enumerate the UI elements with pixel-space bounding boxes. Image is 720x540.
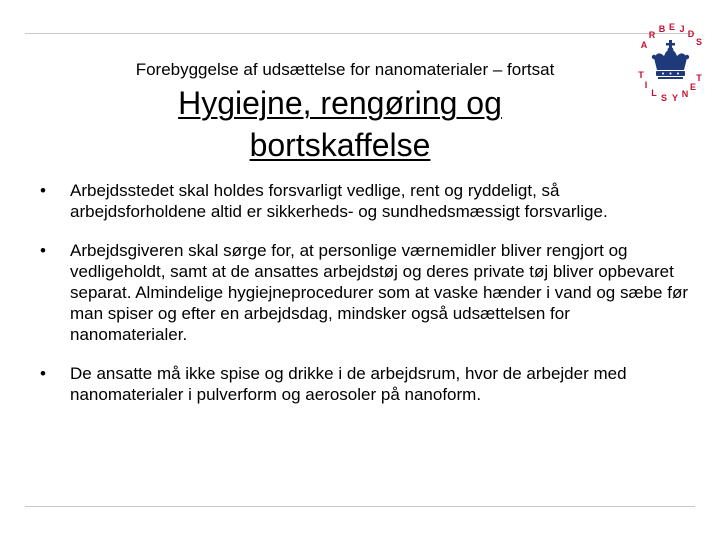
slide-subtitle: Forebyggelse af udsættelse for nanomaterialer – fortsat bbox=[135, 60, 555, 79]
bullet-item bbox=[40, 180, 690, 222]
top-divider bbox=[25, 33, 695, 34]
svg-text:J: J bbox=[679, 24, 685, 34]
svg-text:S: S bbox=[660, 93, 668, 103]
slide-title bbox=[0, 82, 680, 166]
svg-text:D: D bbox=[687, 29, 695, 39]
bullet-text: Arbejdsgiveren skal sørge for, at personlige værnemidler bliver rengjort og vedligeholdt, samt at de ansattes arbejdstøj og deres private tøj bliver opbevaret separat. Almindelige hygiejneprocedurer som at vaske hænder i vand og sæbe før man spiser og efter en arbejdsdag, mindsker også udsættelsen for nanomaterialer. bbox=[70, 241, 689, 344]
bullet-text: De ansatte må ikke spise og drikke i de arbejdsrum, hvor de arbejder med nanomaterialer i pulverform og aerosoler på nanoform. bbox=[70, 364, 627, 404]
bullet-text: Arbejdsstedet skal holdes forsvarligt vedlige, rent og ryddeligt, så arbejdsforholdene altid er sikkerheds- og sundhedsmæssigt forsvarlige. bbox=[70, 181, 608, 221]
svg-text:Y: Y bbox=[671, 93, 679, 103]
bullet-item bbox=[40, 240, 690, 345]
svg-text:E: E bbox=[689, 82, 697, 92]
bullet-list bbox=[40, 180, 690, 423]
svg-text:E: E bbox=[668, 22, 676, 32]
bottom-divider bbox=[25, 506, 695, 507]
bullet-marker: • bbox=[40, 364, 46, 383]
svg-text:B: B bbox=[658, 24, 666, 34]
slide-title-line-2: bortskaffelse bbox=[249, 127, 431, 163]
bullet-item bbox=[40, 363, 690, 405]
svg-text:S: S bbox=[695, 37, 703, 47]
svg-text:I: I bbox=[644, 80, 648, 90]
svg-text:A: A bbox=[640, 40, 648, 50]
svg-text:T: T bbox=[696, 73, 702, 83]
svg-text:N: N bbox=[681, 89, 689, 99]
svg-text:T: T bbox=[638, 70, 644, 80]
slide-title-line-1: Hygiejne, rengøring og bbox=[178, 85, 502, 121]
svg-text:R: R bbox=[648, 30, 656, 40]
bullet-marker: • bbox=[40, 181, 46, 200]
svg-text:L: L bbox=[651, 88, 657, 98]
arbejdstilsynet-logo bbox=[630, 18, 710, 114]
bullet-marker: • bbox=[40, 241, 46, 260]
